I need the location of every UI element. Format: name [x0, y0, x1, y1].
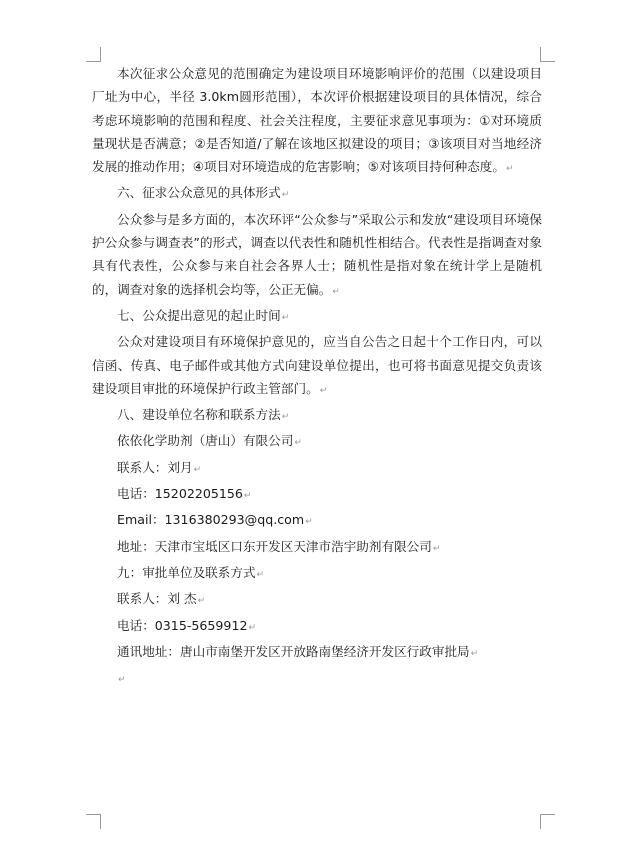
margin-corner-bottom-right — [540, 814, 555, 829]
period-paragraph — [92, 330, 542, 403]
period-heading-text: 七、公众提出意见的起止时间 — [117, 307, 281, 323]
paragraph-mark-icon — [471, 649, 479, 659]
paragraph-mark-icon — [118, 675, 126, 685]
margin-corner-top-right — [540, 47, 555, 62]
scope-paragraph — [92, 62, 542, 181]
builder-email-text: Email：1316380293@qq.com — [117, 512, 305, 528]
approver-address-text: 通讯地址：唐山市南堡开发区开放路南堡经济开发区行政审批局 — [117, 643, 470, 659]
paragraph-mark-icon — [305, 517, 313, 527]
paragraph-mark-icon — [332, 287, 340, 297]
period-heading — [92, 304, 542, 330]
margin-corner-top-left — [86, 47, 101, 62]
builder-heading-text: 八、建设单位名称和联系方法 — [117, 407, 281, 423]
approver-phone — [92, 614, 542, 640]
builder-email — [92, 508, 542, 534]
paragraph-mark-icon — [244, 491, 252, 501]
builder-address-text: 地址：天津市宝坻区口东开发区天津市浩宇助剂有限公司 — [117, 538, 432, 554]
paragraph-mark-icon — [248, 623, 256, 633]
paragraph-mark-icon — [320, 386, 328, 396]
period-text: 公众对建设项目有环境保护意见的，应当自公告之日起十个工作日内，可以信函、传真、电子邮件或其他方式向建设单位提出，也可将书面意见提交负责该建设项目审批的环境保护行政主管部门。 — [92, 334, 542, 396]
builder-contact — [92, 456, 542, 482]
paragraph-mark-icon — [194, 465, 202, 475]
paragraph-mark-icon — [282, 412, 290, 422]
document-body — [92, 62, 542, 692]
paragraph-mark-icon — [198, 596, 206, 606]
paragraph-mark-icon — [257, 570, 265, 580]
paragraph-mark-icon — [282, 190, 290, 200]
margin-corner-bottom-left — [86, 814, 101, 829]
builder-phone-text: 电话：15202205156 — [117, 486, 243, 502]
approver-contact — [92, 587, 542, 613]
approver-phone-text: 电话：0315-5659912 — [117, 617, 248, 633]
approver-contact-text: 联系人：刘 杰 — [117, 591, 197, 607]
paragraph-mark-icon — [433, 544, 441, 554]
scope-text: 本次征求公众意见的范围确定为建设项目环境影响评价的范围（以建设项目厂址为中心，半径 3.0km圆形范围），本次评价根据建设项目的具体情况，综合考虑环境影响的范围和程度、社会关注程度，主要征求意见事项为：①对环境质量现状是否满意；②是否知道/了解在该地区拟建设的项目；③该项目对当地经济发展的推动作用；④项目对环境造成的危害影响；⑤对该项目持何种态度。 — [92, 66, 542, 175]
builder-company-text: 依依化学助剂（唐山）有限公司 — [117, 433, 294, 449]
form-heading-text: 六、征求公众意见的具体形式 — [117, 185, 281, 201]
builder-phone — [92, 482, 542, 508]
builder-contact-text: 联系人：刘月 — [117, 459, 193, 475]
paragraph-mark-icon — [282, 313, 290, 323]
form-paragraph — [92, 208, 542, 304]
approver-address — [92, 640, 542, 666]
form-heading — [92, 181, 542, 207]
builder-company — [92, 429, 542, 455]
builder-heading — [92, 403, 542, 429]
form-text: 公众参与是多方面的，本次环评“公众参与”采取公示和发放“建设项目环境保护公众参与调查表”的形式，调查以代表性和随机性相结合。代表性是指调查对象具有代表性，公众参与来自社会各界人士；随机性是指对象在统计学上是随机的，调查对象的选择机会均等，公正无偏。 — [92, 211, 542, 297]
approver-heading — [92, 561, 542, 587]
approver-heading-text: 九：审批单位及联系方式 — [117, 564, 256, 580]
paragraph-mark-icon — [294, 438, 302, 448]
builder-address — [92, 535, 542, 561]
paragraph-mark-icon — [506, 164, 514, 174]
empty-paragraph — [92, 666, 542, 692]
